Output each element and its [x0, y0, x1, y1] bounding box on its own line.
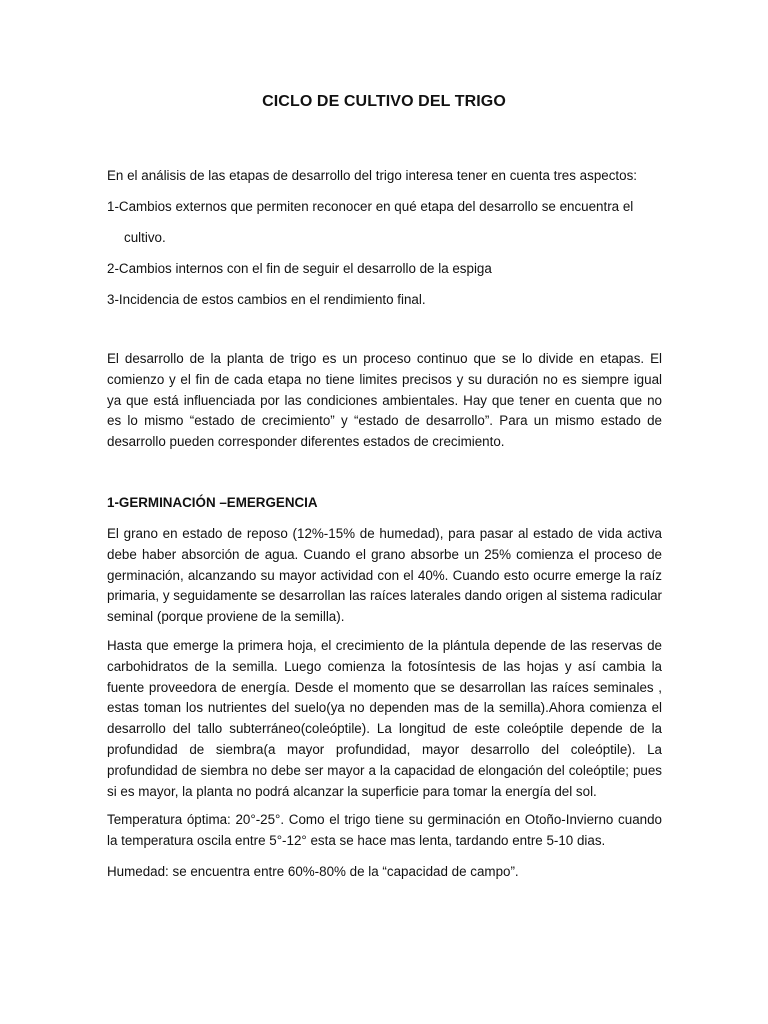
paragraph-text: El grano en estado de reposo (12%-15% de humedad), para pasar al estado de vida activa debe haber absorción de agua. Cuando el grano absorbe un 25% comienza el proceso de germinación, alcanzando su mayor actividad con el 40%. Cuando esto ocurre emerge la raíz primaria, y seguidamente se desarrollan las raíces laterales dando origen al sistema radicular seminal (porque proviene de la semilla).	[107, 526, 662, 625]
germination-paragraph-2	[107, 636, 662, 802]
paragraph-text: Hasta que emerge la primera hoja, el crecimiento de la plántula depende de las reservas de carbohidratos de la semilla. Luego comienza la fotosíntesis de las hojas y así cambia la fuente proveedora de energía. Desde el momento que se desarrollan las raíces seminales , estas toman los nutrientes del suelo(ya no dependen mas de la semilla).Ahora comienza el desarrollo del tallo subterráneo(coleóptile). La longitud de este coleóptile depende de la profundidad de siembra(a mayor profundidad, mayor desarrollo del coleóptile). La profundidad de siembra no debe ser mayor a la capacidad de elongación del coleóptile; pues si es mayor, la planta no podrá alcanzar la superficie para tomar la energía del sol.	[107, 638, 662, 799]
humidity-line: Humedad: se encuentra entre 60%-80% de la “capacidad de campo”.	[107, 864, 519, 879]
aspect-2: 2-Cambios internos con el fin de seguir el desarrollo de la espiga	[107, 261, 492, 276]
development-paragraph	[107, 349, 662, 453]
paragraph-text: El desarrollo de la planta de trigo es un proceso continuo que se lo divide en etapas. El comienzo y el fin de cada etapa no tiene limites precisos y su duración no es siempre igual ya que está influenciada por las condiciones ambientales. Hay que tener en cuenta que no es lo mismo “estado de crecimiento” y “estado de desarrollo”. Para un mismo estado de desarrollo pueden corresponder diferentes estados de crecimiento.	[107, 351, 662, 450]
section-heading-germination: 1-GERMINACIÓN –EMERGENCIA	[107, 495, 318, 510]
aspect-1: 1-Cambios externos que permiten reconocer en qué etapa del desarrollo se encuentra el	[107, 199, 634, 214]
germination-paragraph-1	[107, 524, 662, 628]
temperature-paragraph	[107, 810, 662, 852]
paragraph-text: Temperatura óptima: 20°-25°. Como el trigo tiene su germinación en Otoño-Invierno cuando la temperatura oscila entre 5°-12° esta se hace mas lenta, tardando entre 5-10 dias.	[107, 812, 662, 848]
document-title: CICLO DE CULTIVO DEL TRIGO	[262, 93, 506, 110]
aspect-1-continuation: cultivo.	[124, 230, 166, 245]
intro-text: En el análisis de las etapas de desarrollo del trigo interesa tener en cuenta tres aspectos:	[107, 168, 637, 183]
aspect-3: 3-Incidencia de estos cambios en el rendimiento final.	[107, 292, 426, 307]
